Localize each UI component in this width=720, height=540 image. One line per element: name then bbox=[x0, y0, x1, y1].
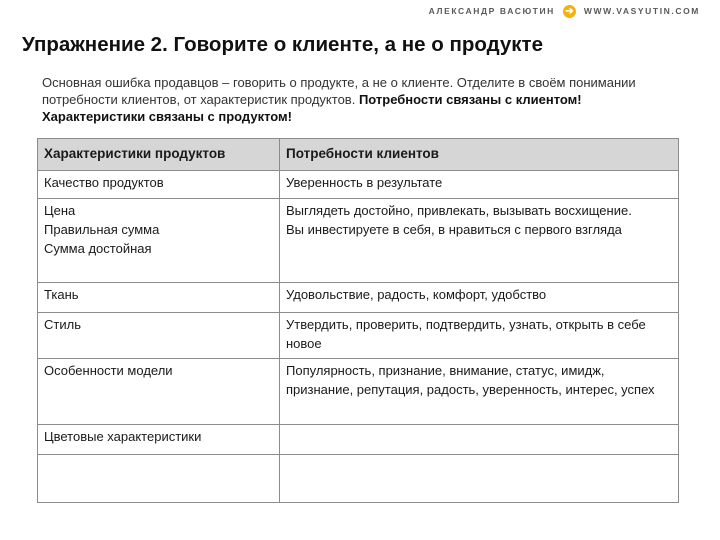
table-row bbox=[38, 313, 679, 359]
needs-cell bbox=[280, 171, 679, 199]
needs-table bbox=[37, 138, 679, 503]
table-row bbox=[38, 425, 679, 455]
needs-line: Выглядеть достойно, привлекать, вызывать восхищение. bbox=[286, 203, 632, 218]
arrow-circle-icon: ➔ bbox=[563, 5, 576, 18]
table-row bbox=[38, 283, 679, 313]
needs-cell bbox=[280, 359, 679, 425]
needs-cell bbox=[280, 283, 679, 313]
needs-line: Удовольствие, радость, комфорт, удобство bbox=[286, 287, 547, 302]
product-line: Цветовые характеристики bbox=[44, 429, 202, 444]
product-cell bbox=[38, 283, 280, 313]
table-header-row bbox=[38, 139, 679, 171]
table-row bbox=[38, 171, 679, 199]
needs-line: Утвердить, проверить, подтвердить, узнать, открыть в себе новое bbox=[286, 317, 646, 351]
product-line: Качество продуктов bbox=[44, 175, 164, 190]
table-row bbox=[38, 359, 679, 425]
intro-paragraph bbox=[42, 74, 682, 125]
product-cell bbox=[38, 313, 280, 359]
product-cell bbox=[38, 425, 280, 455]
intro-emphasis: Потребности связаны с клиентом! Характеристики связаны с продуктом! bbox=[42, 92, 582, 124]
product-cell bbox=[38, 455, 280, 503]
needs-line: Популярность, признание, внимание, статус, имидж, признание, репутация, радость, уверенность, интерес, успех bbox=[286, 363, 655, 397]
needs-line: Вы инвестируете в себя, в нравиться с первого взгляда bbox=[286, 222, 622, 237]
table-row bbox=[38, 199, 679, 283]
needs-cell bbox=[280, 313, 679, 359]
page-title: Упражнение 2. Говорите о клиенте, а не о продукте bbox=[22, 33, 543, 56]
product-cell bbox=[38, 171, 280, 199]
website-label: WWW.VASYUTIN.COM bbox=[583, 6, 700, 16]
needs-cell bbox=[280, 455, 679, 503]
table-row bbox=[38, 455, 679, 503]
product-line: Цена bbox=[44, 203, 76, 218]
product-line: Стиль bbox=[44, 317, 81, 332]
column-header-product: Характеристики продуктов bbox=[38, 139, 280, 171]
column-header-needs: Потребности клиентов bbox=[280, 139, 679, 171]
product-line: Правильная сумма bbox=[44, 222, 160, 237]
needs-cell bbox=[280, 425, 679, 455]
needs-line: Уверенность в результате bbox=[286, 175, 443, 190]
intro-text: Основная ошибка продавцов – говорить о продукте, а не о клиенте. Отделите в своём понимании потребности клиентов, от характеристик продуктов. bbox=[42, 75, 636, 107]
needs-cell bbox=[280, 199, 679, 283]
brand-bar bbox=[429, 0, 700, 22]
product-cell bbox=[38, 199, 280, 283]
product-cell bbox=[38, 359, 280, 425]
product-line: Особенности модели bbox=[44, 363, 173, 378]
product-line: Сумма достойная bbox=[44, 241, 152, 256]
product-line: Ткань bbox=[44, 287, 79, 302]
author-name: АЛЕКСАНДР ВАСЮТИН bbox=[428, 6, 555, 16]
